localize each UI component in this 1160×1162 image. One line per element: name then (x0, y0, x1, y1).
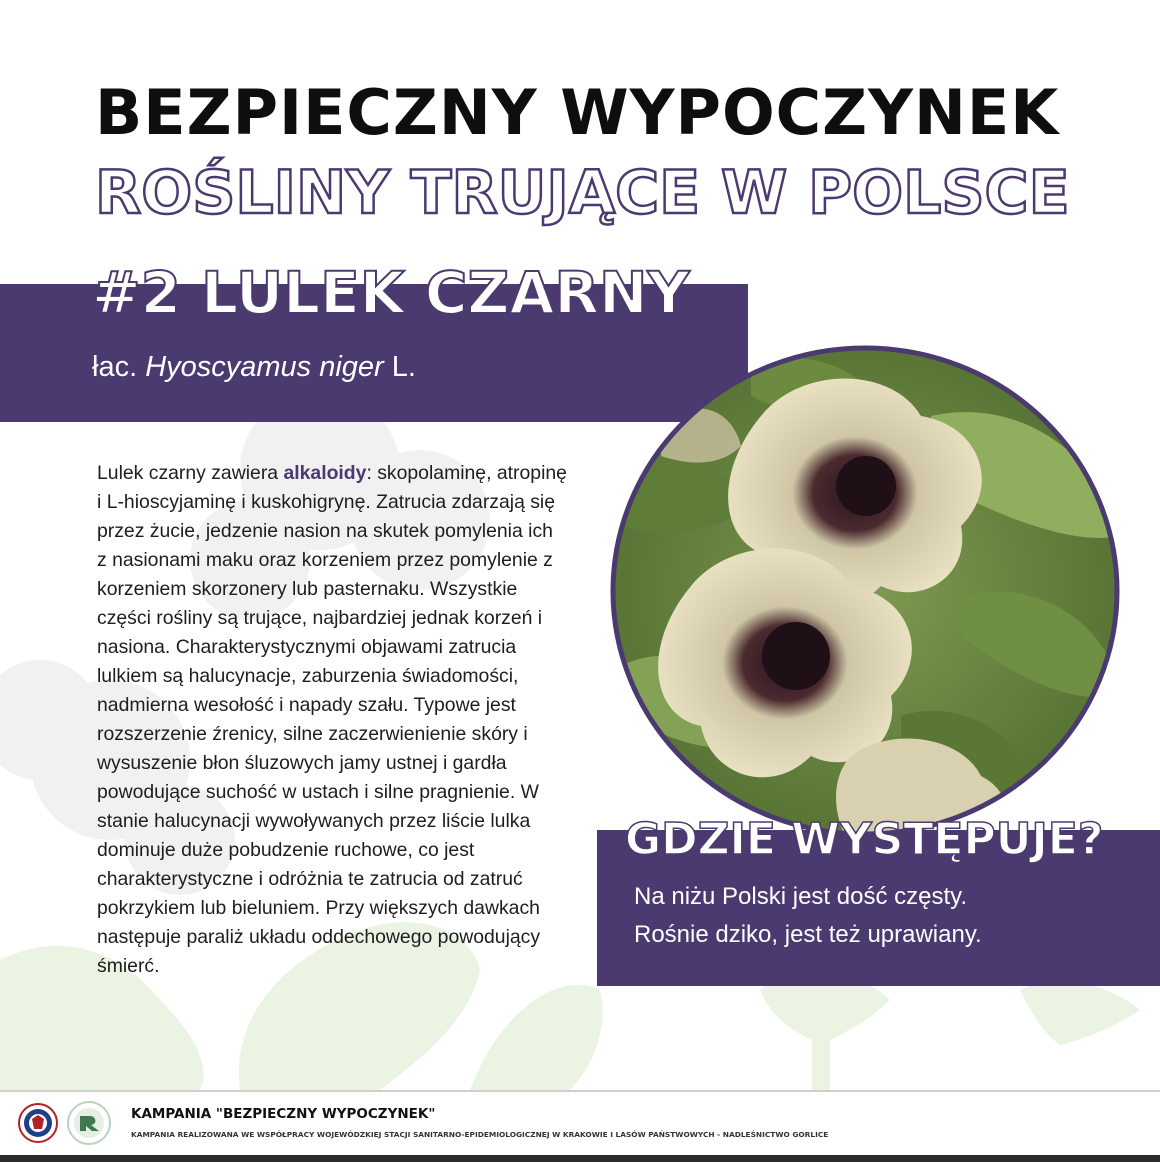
sanepid-emblem-icon (18, 1103, 58, 1143)
description-part1: Lulek czarny zawiera (97, 462, 284, 484)
campaign-note: KAMPANIA REALIZOWANA WE WSPÓŁPRACY WOJEWÓDZKIEJ STACJI SANITARNO-EPIDEMIOLOGICZNEJ W KRAKOWIE I LASÓW PAŃSTWOWYCH - NADLEŚNICTWO GORLICE (131, 1130, 829, 1139)
description-part2: : skopolaminę, atropinę i L-hioscyjaminę i kuskohigrynę. Zatrucia zdarzają się przez żucie, jedzenie nasion na skutek pomylenia ich z nasionami maku oraz korzeniem przez pomylenie z korzeniem skorzonery lub pasternaku. Wszystkie części rośliny są trujące, najbardziej jednak korzeń i nasiona. Charakterystycznymi objawami zatrucia lulkiem są halucynacje, zaburzenia świadomości, nadmierna wesołość i napady szału. Typowe jest rozszerzenie źrenicy, silne zaczerwienienie skóry i wysuszenie błon śluzowych jamy ustnej i gardła powodujące suchość w ustach i silne pragnienie. W stanie halucynacji wywoływanych przez liście lulka dominuje duże pobudzenie ruchowe, co jest charakterystyczne i odróżnia te zatrucia od zatruć pokrzykiem lub bieluniem. Przy większych dawkach następuje paraliż układu oddechowego powodujący śmierć. (97, 462, 567, 977)
where-line-2: Rośnie dziko, jest też uprawiany. (634, 921, 982, 948)
where-heading: GDZIE WYSTĘPUJE? (625, 814, 1104, 865)
description-highlight: alkaloidy (283, 462, 367, 484)
plant-name: #2 LULEK CZARNY (92, 259, 690, 327)
plant-photo (601, 336, 1129, 846)
latin-species: Hyoscyamus niger (145, 351, 384, 383)
bottom-bar (0, 1155, 1160, 1162)
latin-prefix: łac. (92, 351, 146, 383)
page-title: BEZPIECZNY WYPOCZYNEK (95, 76, 1060, 149)
where-line-1: Na niżu Polski jest dość częsty. (634, 883, 968, 910)
latin-suffix: L. (383, 351, 416, 383)
page-subtitle: ROŚLINY TRUJĄCE W POLSCE (95, 158, 1070, 228)
lasy-panstwowe-logo-icon (66, 1100, 112, 1146)
campaign-title: KAMPANIA "BEZPIECZNY WYPOCZYNEK" (131, 1106, 436, 1122)
where-text (634, 878, 1134, 954)
latin-name (92, 347, 416, 387)
plant-description (97, 459, 567, 981)
footer-divider (0, 1090, 1160, 1092)
